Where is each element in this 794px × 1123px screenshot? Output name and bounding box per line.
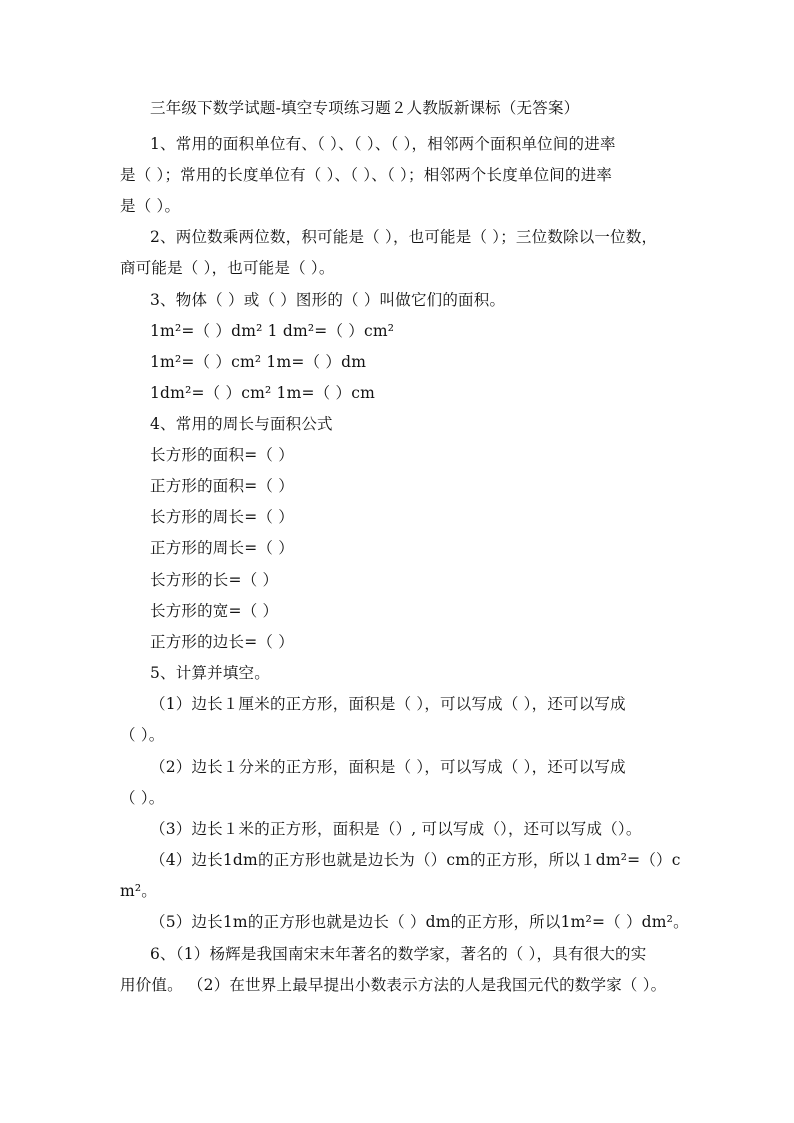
text-line: 1dm²=（ ）cm² 1m=（ ）cm: [150, 384, 375, 402]
text-line: 商可能是（ ），也可能是（ ）。: [120, 259, 335, 277]
text-line: （2）边长１分米的正方形，面积是（ ），可以写成（ ），还可以写成: [150, 758, 626, 776]
text-line: 长方形的宽=（ ）: [150, 602, 279, 620]
document-title: 三年级下数学试题-填空专项练习题２人教版新课标（无答案）: [150, 99, 580, 117]
text-line: 1m²=（ ）dm² 1 dm²=（ ）cm²: [150, 322, 395, 340]
text-line: 长方形的面积=（ ）: [150, 446, 294, 464]
text-line: 是（ ）。: [120, 197, 181, 215]
text-line: 正方形的面积=（ ）: [150, 477, 294, 495]
text-line: 是（ ）；常用的长度单位有（ ）、（ ）、（ ）；相邻两个长度单位间的进率: [120, 166, 613, 184]
text-line: 2、两位数乘两位数，积可能是（ ），也可能是（ ）；三位数除以一位数，: [150, 228, 658, 246]
text-line: 1m²=（ ）cm² 1m=（ ）dm: [150, 353, 367, 371]
text-line: 3、物体（ ）或（ ）图形的（ ）叫做它们的面积。: [150, 291, 506, 309]
text-line: 4、常用的周长与面积公式: [150, 415, 333, 433]
text-line: m²。: [120, 882, 158, 900]
text-line: 正方形的周长=（ ）: [150, 539, 294, 557]
text-line: 5、计算并填空。: [150, 664, 270, 682]
text-line: （5）边长1m的正方形也就是边长（ ）dm的正方形，所以1m²=（ ）dm²。: [150, 913, 689, 931]
text-line: 长方形的周长=（ ）: [150, 508, 294, 526]
text-line: （1）边长１厘米的正方形，面积是（ ），可以写成（ ），还可以写成: [150, 695, 626, 713]
text-line: （ ）。: [120, 789, 165, 807]
text-line: （4）边长1dm的正方形也就是边长为（）cm的正方形，所以１dm²=（）c: [150, 851, 681, 869]
text-line: 正方形的边长=（ ）: [150, 633, 294, 651]
text-line: 长方形的长=（ ）: [150, 571, 279, 589]
text-line: 1、常用的面积单位有、（ ）、（ ）、（ ），相邻两个面积单位间的进率: [150, 135, 616, 153]
text-line: 用价值。 （2）在世界上最早提出小数表示方法的人是我国元代的数学家（ ）。: [120, 976, 667, 994]
text-line: 6、（1）杨辉是我国南宋末年著名的数学家，著名的（ ），具有很大的实: [150, 945, 647, 963]
text-line: （ ）。: [120, 726, 165, 744]
text-line: （3）边长１米的正方形，面积是（）, 可以写成（），还可以写成（）。: [150, 820, 642, 838]
